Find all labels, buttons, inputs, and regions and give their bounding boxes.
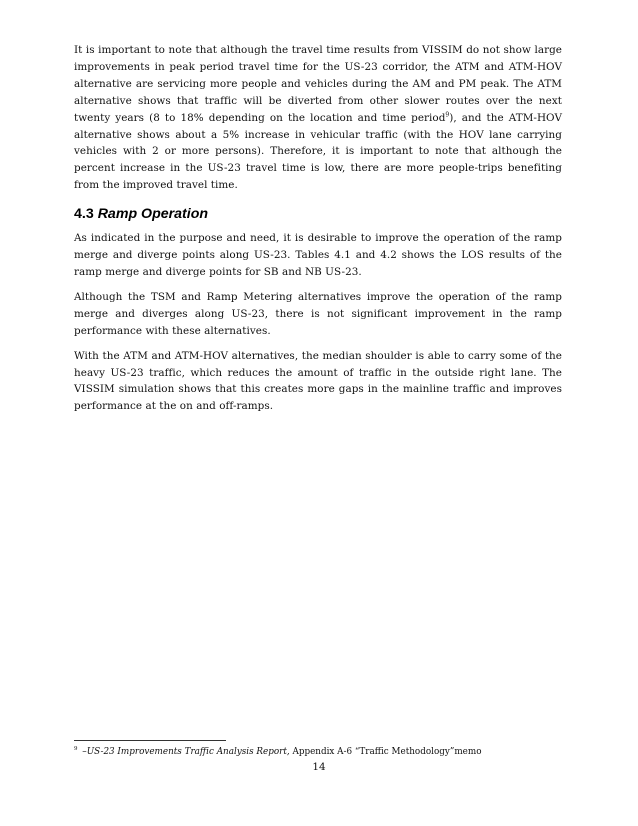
footnote-marker: 9 xyxy=(74,746,78,753)
footnote-reference: 9 xyxy=(445,111,450,119)
paragraph-purpose: As indicated in the purpose and need, it is desirable to improve the operation of the ramp merge and diverge points along US-23. Tables 4.1 and 4.2 shows the LOS results of the ramp merge and diverge points for SB and NB US-23. xyxy=(74,232,562,278)
footnote-report-title: US-23 Improvements Traffic Analysis Report, xyxy=(86,747,290,757)
paragraph-travel-time xyxy=(74,42,562,194)
page-number: 14 xyxy=(312,761,326,773)
paragraph-atm: With the ATM and ATM-HOV alternatives, the median shoulder is able to carry some of the heavy US-23 traffic, which reduces the amount of traffic in the outside right lane. The VISSIM simulation shows that this creates more gaps in the mainline traffic and improves performance at the on and off-ramps. xyxy=(74,349,562,413)
paragraph-1-text-a: It is important to note that although the travel time results from VISSIM do not show large improvements in peak period travel time for the US-23 corridor, the ATM and ATM-HOV alternative are servicing more people and vehicles during the AM and PM peak. The ATM alternative shows that traffic will be diverted from other slower routes over the next twenty years (8 to 18% depending on the location and time period xyxy=(74,44,562,124)
section-title: Ramp Operation xyxy=(97,206,209,223)
footnote xyxy=(74,746,574,758)
paragraph-1-text-b: ), and the ATM-HOV alternative shows about a 5% increase in vehicular traffic (with the HOV lane carrying vehicles with 2 or more persons). Therefore, it is important to note that although the percent increase in the US-23 travel time is low, there are more people-trips benefiting from the improved travel time. xyxy=(74,111,562,192)
section-heading xyxy=(74,205,562,223)
footnote-divider xyxy=(74,740,226,741)
page-body xyxy=(74,42,562,423)
footnote-rest: Appendix A-6 “Traffic Methodology”memo xyxy=(289,747,482,757)
paragraph-tsm: Although the TSM and Ramp Metering alternatives improve the operation of the ramp merge and diverges along US-23, there is not significant improvement in the ramp performance with these alternatives. xyxy=(74,290,562,337)
section-number: 4.3 xyxy=(74,206,94,223)
footnote-prefix: – xyxy=(79,747,87,757)
